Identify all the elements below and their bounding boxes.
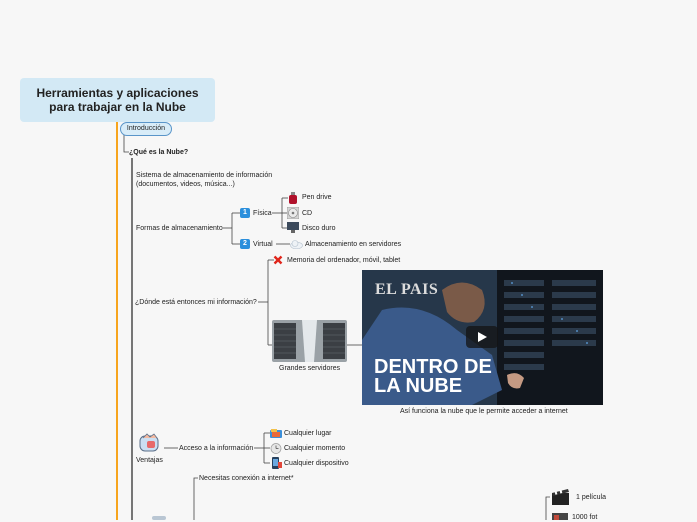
video-title-line2: LA NUBE — [374, 375, 463, 397]
que-es-la-nube[interactable]: ¿Qué es la Nube? — [129, 149, 189, 156]
photos-icon — [551, 512, 570, 520]
cualquier-lugar-icon — [270, 428, 282, 439]
cualquier-dispositivo[interactable]: Cualquier dispositivo — [284, 460, 349, 467]
badge-1: 1 — [240, 208, 250, 218]
grandes-servidores[interactable]: Grandes servidores — [279, 365, 341, 372]
memoria-ordenador[interactable]: Memoria del ordenador, móvil, tablet — [287, 257, 401, 264]
definicion[interactable] — [136, 171, 272, 189]
definicion-line2: (documentos, videos, música...) — [136, 181, 235, 188]
root-topic[interactable] — [20, 78, 215, 122]
pen-drive-icon — [288, 192, 298, 204]
desventajas-icon — [152, 516, 166, 520]
fisica-label[interactable]: Física — [253, 210, 272, 217]
introduccion-topic[interactable]: Introducción — [120, 122, 172, 136]
definicion-line1: Sistema de almacenamiento de información — [136, 172, 273, 179]
ventajas-hand-icon — [138, 432, 162, 454]
ventajas-label[interactable]: Ventajas — [136, 457, 163, 464]
badge-2: 2 — [240, 239, 250, 249]
disco-duro-item[interactable]: Disco duro — [302, 225, 336, 232]
cualquier-dispositivo-icon — [270, 457, 282, 469]
una-pelicula[interactable]: 1 película — [576, 494, 606, 501]
donde-esta-informacion[interactable]: ¿Dónde está entonces mi información? — [135, 299, 257, 306]
disco-duro-icon — [287, 222, 299, 233]
cualquier-momento[interactable]: Cualquier momento — [284, 445, 346, 452]
video-title-line1: DENTRO DE — [374, 356, 492, 378]
formas-almacenamiento[interactable]: Formas de almacenamiento — [136, 225, 223, 232]
cd-icon — [287, 207, 299, 219]
acceso-informacion[interactable]: Acceso a la información — [179, 445, 254, 452]
necesitas-conexion[interactable]: Necesitas conexión a internet* — [199, 475, 294, 482]
cualquier-momento-icon — [270, 443, 282, 454]
el-pais-logo: EL PAIS — [375, 281, 439, 298]
root-title-line1: Herramientas y aplicaciones — [36, 86, 199, 100]
film-clapper-icon — [551, 487, 570, 506]
mil-fotos[interactable]: 1000 fot — [572, 514, 598, 521]
servidores-image — [272, 320, 347, 362]
almacenamiento-servidores[interactable]: Almacenamiento en servidores — [305, 241, 402, 248]
root-title-line2: para trabajar en la Nube — [49, 100, 186, 114]
video-thumbnail[interactable] — [362, 270, 603, 405]
video-title — [374, 358, 492, 396]
video-caption[interactable]: Así funciona la nube que le permite acceder a internet — [400, 408, 568, 415]
cualquier-lugar[interactable]: Cualquier lugar — [284, 430, 332, 437]
play-button[interactable] — [466, 326, 498, 348]
virtual-label[interactable]: Virtual — [253, 241, 273, 248]
cross-icon — [273, 255, 283, 265]
cloud-icon — [290, 239, 303, 249]
cd-item[interactable]: CD — [302, 210, 313, 217]
pen-drive-item[interactable]: Pen drive — [302, 194, 332, 201]
